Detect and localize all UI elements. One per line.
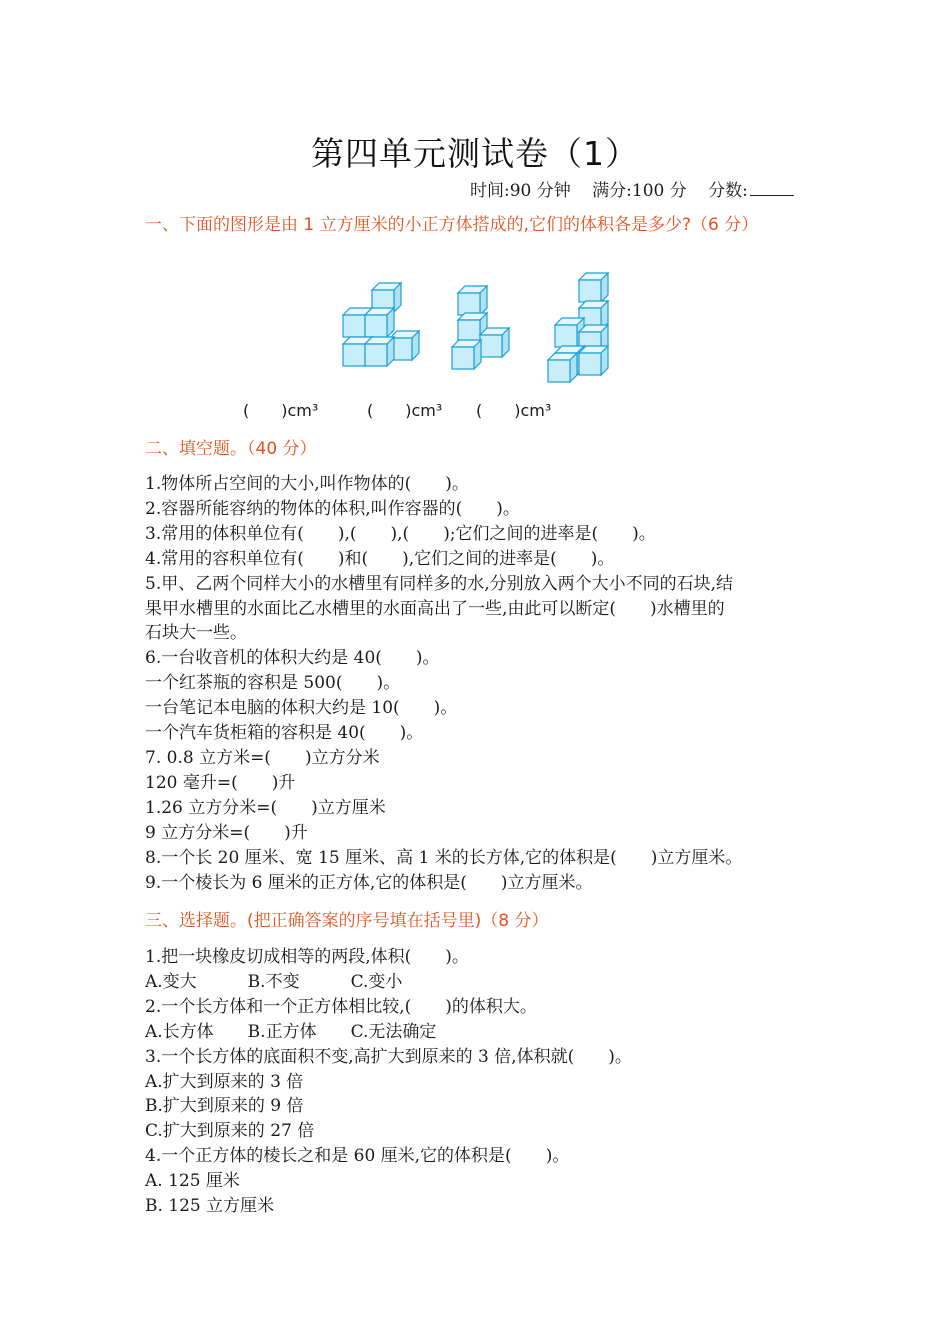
choice-line: A.长方体 B.正方体 C.无法确定	[145, 1021, 437, 1042]
section1-heading: 一、下面的图形是由 1 立方厘米的小正方体搭成的,它们的体积各是多少?（6 分）	[145, 215, 759, 235]
choice-line: C.扩大到原来的 27 倍	[145, 1121, 315, 1142]
exam-meta	[470, 176, 810, 201]
choice-line: 3.一个长方体的底面积不变,高扩大到原来的 3 倍,体积就( )。	[145, 1046, 632, 1067]
question-line: 8.一个长 20 厘米、宽 15 厘米、高 1 米的长方体,它的体积是( )立方厘米。	[145, 847, 743, 868]
cube-figure-3	[548, 273, 608, 382]
score-label: 分数:	[708, 181, 748, 201]
question-line: 一个汽车货柜箱的容积是 40( )。	[145, 723, 424, 744]
question-line: 3.常用的体积单位有( ),( ),( );它们之间的进率是( )。	[145, 523, 656, 544]
cube-figure-1	[343, 283, 419, 366]
choice-line: B. 125 立方厘米	[145, 1196, 275, 1217]
question-line: 5.甲、乙两个同样大小的水槽里有同样多的水,分别放入两个大小不同的石块,结	[145, 573, 734, 594]
question-line: 9 立方分米=( )升	[145, 822, 308, 843]
choice-line: A.扩大到原来的 3 倍	[145, 1071, 304, 1092]
question-line: 6.一台收音机的体积大约是 40( )。	[145, 648, 440, 669]
answer-blank-2[interactable]: ( )cm³	[367, 401, 443, 420]
question-line: 石块大一些。	[145, 623, 247, 644]
section2-heading: 二、填空题。（40 分）	[145, 439, 317, 459]
time-limit: 时间:90 分钟	[470, 181, 571, 201]
cube-figures-drawing	[335, 266, 625, 386]
cube-figure-2	[452, 286, 509, 369]
section3-heading: 三、选择题。(把正确答案的序号填在括号里)（8 分）	[145, 911, 549, 931]
page-title: 第四单元测试卷（1）	[311, 134, 639, 173]
question-line: 4.常用的容积单位有( )和( ),它们之间的进率是( )。	[145, 548, 615, 569]
choice-line: 2.一个长方体和一个正方体相比较,( )的体积大。	[145, 996, 537, 1017]
question-line: 2.容器所能容纳的物体的体积,叫作容器的( )。	[145, 498, 520, 519]
choice-line: 1.把一块橡皮切成相等的两段,体积( )。	[145, 947, 469, 967]
full-score: 满分:100 分	[592, 181, 687, 201]
answer-blank-1[interactable]: ( )cm³	[243, 401, 319, 420]
question-line: 1.物体所占空间的大小,叫作物体的( )。	[145, 474, 469, 494]
section2-questions	[145, 472, 825, 895]
question-line: 9.一个棱长为 6 厘米的正方体,它的体积是( )立方厘米。	[145, 872, 593, 893]
question-line: 一个红茶瓶的容积是 500( )。	[145, 673, 401, 694]
cube-figures	[335, 266, 625, 390]
question-line: 120 毫升=( )升	[145, 772, 296, 793]
score-blank[interactable]	[750, 181, 794, 196]
question-line: 果甲水槽里的水面比乙水槽里的水面高出了一些,由此可以断定( )水槽里的	[145, 598, 725, 619]
choice-line: 4.一个正方体的棱长之和是 60 厘米,它的体积是( )。	[145, 1146, 570, 1167]
choice-line: A. 125 厘米	[145, 1171, 240, 1192]
section1-answers	[0, 398, 950, 422]
question-line: 一台笔记本电脑的体积大约是 10( )。	[145, 698, 458, 719]
answer-blank-3[interactable]: ( )cm³	[476, 401, 552, 420]
choice-line: A.变大 B.不变 C.变小	[145, 971, 403, 992]
question-line: 7. 0.8 立方米=( )立方分米	[145, 747, 380, 768]
choice-line: B.扩大到原来的 9 倍	[145, 1096, 304, 1117]
section3-questions	[145, 945, 825, 1219]
question-line: 1.26 立方分米=( )立方厘米	[145, 797, 386, 818]
